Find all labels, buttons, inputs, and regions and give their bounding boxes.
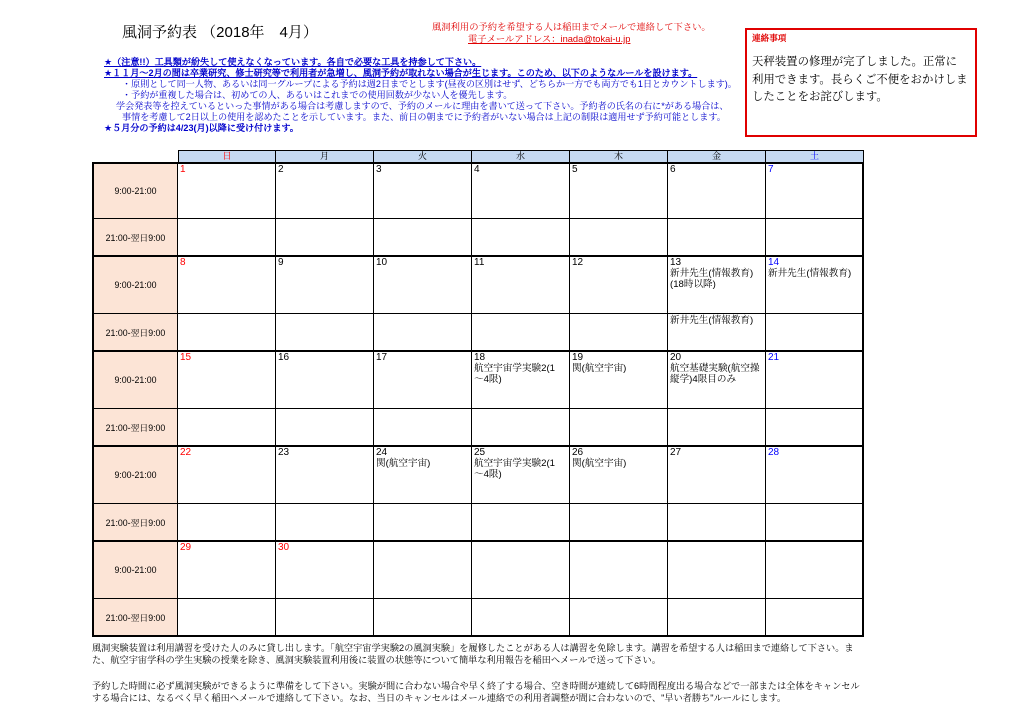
date-number: 14 <box>768 257 780 268</box>
night-slot-cell <box>570 314 668 352</box>
reservation-entry: 航空宇宙学実験2(1 <box>474 363 556 374</box>
date-number: 12 <box>572 257 584 268</box>
night-slot-cell <box>766 599 864 637</box>
reservation-entry: 新井先生(情報教育) <box>670 315 754 326</box>
reservation-calendar <box>92 150 864 637</box>
note-special-circumstances-cont: 事情を考慮して2日以上の使用を認めたことを示しています。また、前日の朝までに予約者がいない場合は上記の制限は適用せず予約可能とします。 <box>122 112 726 122</box>
reservation-entry: 関(航空宇宙) <box>376 458 431 469</box>
date-number: 20 <box>670 352 682 363</box>
day-slot-cell <box>374 352 472 409</box>
date-number: 24 <box>376 447 388 458</box>
night-slot-cell <box>570 409 668 447</box>
time-slot-label-night: 21:00-翌日9:00 <box>92 314 178 352</box>
reservation-entry: ～4限) <box>474 469 502 480</box>
day-slot-cell <box>668 542 766 599</box>
reservation-request-notice: 風洞利用の予約を希望する人は稲田までメールで連絡して下さい。 <box>432 22 711 32</box>
weekday-header: 月 <box>276 150 374 162</box>
day-slot-cell <box>374 257 472 314</box>
time-slot-label-day: 9:00-21:00 <box>92 257 178 314</box>
date-number: 17 <box>376 352 388 363</box>
night-slot-cell <box>570 599 668 637</box>
night-slot-cell <box>570 219 668 257</box>
day-slot-cell <box>570 447 668 504</box>
announcement-line: 利用できます。長らくご不便をおかけしま <box>752 73 968 86</box>
time-slot-label-day: 9:00-21:00 <box>92 542 178 599</box>
day-slot-cell <box>178 162 276 219</box>
day-slot-cell <box>766 352 864 409</box>
date-number: 13 <box>670 257 682 268</box>
night-slot-cell <box>570 504 668 542</box>
reservation-entry: 関(航空宇宙) <box>572 363 627 374</box>
night-slot-cell <box>178 219 276 257</box>
note-rule-priority: ・予約が重複した場合は、初めての人、あるいはこれまでの使用回数が少ない人を優先します。 <box>122 90 513 100</box>
date-number: 23 <box>278 447 290 458</box>
announcement-line: したことをお詫びします。 <box>752 91 888 103</box>
night-slot-cell <box>668 504 766 542</box>
date-number: 19 <box>572 352 584 363</box>
day-slot-cell <box>374 542 472 599</box>
footer-line: する場合には、なるべく早く稲田へメールで連絡して下さい。なお、当日のキャンセルはメール連絡での利用者調整が間に合わないので、"早い者勝ち"ルールにします。 <box>92 693 787 703</box>
page-title: 風洞予約表 （2018年 4月） <box>122 24 318 41</box>
day-slot-cell <box>178 352 276 409</box>
day-slot-cell <box>570 257 668 314</box>
night-slot-cell <box>472 504 570 542</box>
reservation-entry: (18時以降) <box>670 279 716 290</box>
date-number: 11 <box>474 257 485 268</box>
night-slot-cell <box>276 219 374 257</box>
footer-line: 風洞実験装置は利用講習を受けた人のみに貸し出します。「航空宇宙学実験2の風洞実験」を履修したことがある人は講習を免除します。講習を希望する人は稲田まで連絡して下さい。ま <box>92 643 854 653</box>
day-slot-cell <box>276 257 374 314</box>
date-number: 18 <box>474 352 486 363</box>
date-number: 8 <box>180 257 186 268</box>
day-slot-cell <box>472 257 570 314</box>
weekday-header: 木 <box>570 150 668 162</box>
night-slot-cell <box>276 599 374 637</box>
night-slot-cell <box>276 504 374 542</box>
day-slot-cell <box>570 162 668 219</box>
reservation-entry: 関(航空宇宙) <box>572 458 627 469</box>
day-slot-cell <box>472 162 570 219</box>
weekday-header: 金 <box>668 150 766 162</box>
night-slot-cell <box>766 219 864 257</box>
day-slot-cell <box>668 257 766 314</box>
day-slot-cell <box>276 352 374 409</box>
night-slot-cell <box>276 314 374 352</box>
night-slot-cell <box>472 599 570 637</box>
date-number: 27 <box>670 447 682 458</box>
weekday-header: 水 <box>472 150 570 162</box>
weekday-header: 土 <box>766 150 864 162</box>
email-address-link[interactable]: 電子メールアドレス：inada@tokai-u.jp <box>468 34 631 44</box>
calendar-corner <box>92 150 178 162</box>
night-slot-cell <box>374 314 472 352</box>
usage-rules-paragraph <box>92 642 854 666</box>
day-slot-cell <box>276 162 374 219</box>
time-slot-label-night: 21:00-翌日9:00 <box>92 504 178 542</box>
date-number: 28 <box>768 447 780 458</box>
date-number: 29 <box>180 542 192 553</box>
weekday-header: 火 <box>374 150 472 162</box>
night-slot-cell <box>668 219 766 257</box>
day-slot-cell <box>668 162 766 219</box>
night-slot-cell <box>374 409 472 447</box>
announcement-heading: 連絡事項 <box>752 33 787 43</box>
date-number: 10 <box>376 257 388 268</box>
day-slot-cell <box>276 447 374 504</box>
night-slot-cell <box>668 409 766 447</box>
night-slot-cell <box>178 314 276 352</box>
date-number: 6 <box>670 164 676 175</box>
day-slot-cell <box>668 447 766 504</box>
day-slot-cell <box>472 542 570 599</box>
day-slot-cell <box>276 542 374 599</box>
announcement-box <box>745 28 977 137</box>
time-slot-label-day: 9:00-21:00 <box>92 162 178 219</box>
date-number: 3 <box>376 164 382 175</box>
day-slot-cell <box>178 257 276 314</box>
day-slot-cell <box>668 352 766 409</box>
reservation-entry: 航空基礎実験(航空操 <box>670 363 760 374</box>
note-busy-season-rule: ★１１月～2月の間は卒業研究、修士研究等で利用者が急増し、風洞予約が取れない場合が生じます。このため、以下のようなルールを設けます。 <box>104 68 698 78</box>
night-slot-cell <box>374 504 472 542</box>
footer-line: 予約した時間に必ず風洞実験ができるように準備をして下さい。実験が間に合わない場合や早く終了する場合、空き時間が連続して6時間程度出る場合などで一部または全体をキャンセル <box>92 681 860 691</box>
day-slot-cell <box>374 447 472 504</box>
reservation-entry: 縦学)4限目のみ <box>670 374 737 385</box>
night-slot-cell <box>374 219 472 257</box>
weekday-header: 日 <box>178 150 276 162</box>
time-slot-label-night: 21:00-翌日9:00 <box>92 219 178 257</box>
day-slot-cell <box>472 447 570 504</box>
footer-line: た、航空宇宙学科の学生実験の授業を除き、風洞実験装置利用後に装置の状態等について簡単な利用報告を稲田へメールで送って下さい。 <box>92 655 661 665</box>
date-number: 22 <box>180 447 192 458</box>
note-rule-two-days-per-week: ・原則として同一人物、あるいは同一グループによる予約は週2日までとします(昼夜の区別はせず、どちらか一方でも両方でも1日とカウントします)。 <box>122 79 737 89</box>
reservation-entry: 新井先生(情報教育) <box>670 268 754 279</box>
time-slot-label-day: 9:00-21:00 <box>92 447 178 504</box>
reservation-entry: 航空宇宙学実験2(1 <box>474 458 556 469</box>
reservation-entry: ～4限) <box>474 374 502 385</box>
day-slot-cell <box>766 162 864 219</box>
night-slot-cell <box>668 599 766 637</box>
date-number: 5 <box>572 164 578 175</box>
date-number: 9 <box>278 257 284 268</box>
night-slot-cell <box>472 314 570 352</box>
day-slot-cell <box>570 542 668 599</box>
day-slot-cell <box>374 162 472 219</box>
date-number: 2 <box>278 164 284 175</box>
note-tools-warning: ★（注意!!）工具類が紛失して使えなくなっています。各自で必要な工具を持参して下さい。 <box>104 57 482 67</box>
date-number: 25 <box>474 447 486 458</box>
time-slot-label-night: 21:00-翌日9:00 <box>92 409 178 447</box>
day-slot-cell <box>178 447 276 504</box>
night-slot-cell <box>276 409 374 447</box>
note-next-month-booking: ★５月分の予約は4/23(月)以降に受け付けます。 <box>104 123 299 133</box>
announcement-body <box>752 54 968 107</box>
day-slot-cell <box>472 352 570 409</box>
night-slot-cell <box>178 504 276 542</box>
date-number: 21 <box>768 352 780 363</box>
night-slot-cell <box>766 504 864 542</box>
reservation-entry: 新井先生(情報教育) <box>768 268 852 279</box>
night-slot-cell <box>766 314 864 352</box>
night-slot-cell <box>374 599 472 637</box>
night-slot-cell <box>178 599 276 637</box>
note-special-circumstances: 学会発表等を控えているといった事情がある場合は考慮しますので、予約のメールに理由を書いて送って下さい。予約者の氏名の右に*がある場合は、 <box>116 101 729 111</box>
time-slot-label-night: 21:00-翌日9:00 <box>92 599 178 637</box>
date-number: 15 <box>180 352 192 363</box>
night-slot-cell <box>178 409 276 447</box>
night-slot-cell <box>668 314 766 352</box>
date-number: 30 <box>278 542 290 553</box>
night-slot-cell <box>472 409 570 447</box>
announcement-line: 天秤装置の修理が完了しました。正常に <box>752 56 958 68</box>
date-number: 16 <box>278 352 290 363</box>
night-slot-cell <box>766 409 864 447</box>
time-slot-label-day: 9:00-21:00 <box>92 352 178 409</box>
date-number: 26 <box>572 447 584 458</box>
day-slot-cell <box>766 447 864 504</box>
day-slot-cell <box>766 542 864 599</box>
date-number: 7 <box>768 164 774 175</box>
date-number: 4 <box>474 164 480 175</box>
day-slot-cell <box>178 542 276 599</box>
date-number: 1 <box>180 164 186 175</box>
night-slot-cell <box>472 219 570 257</box>
day-slot-cell <box>570 352 668 409</box>
day-slot-cell <box>766 257 864 314</box>
cancellation-paragraph <box>92 680 860 704</box>
